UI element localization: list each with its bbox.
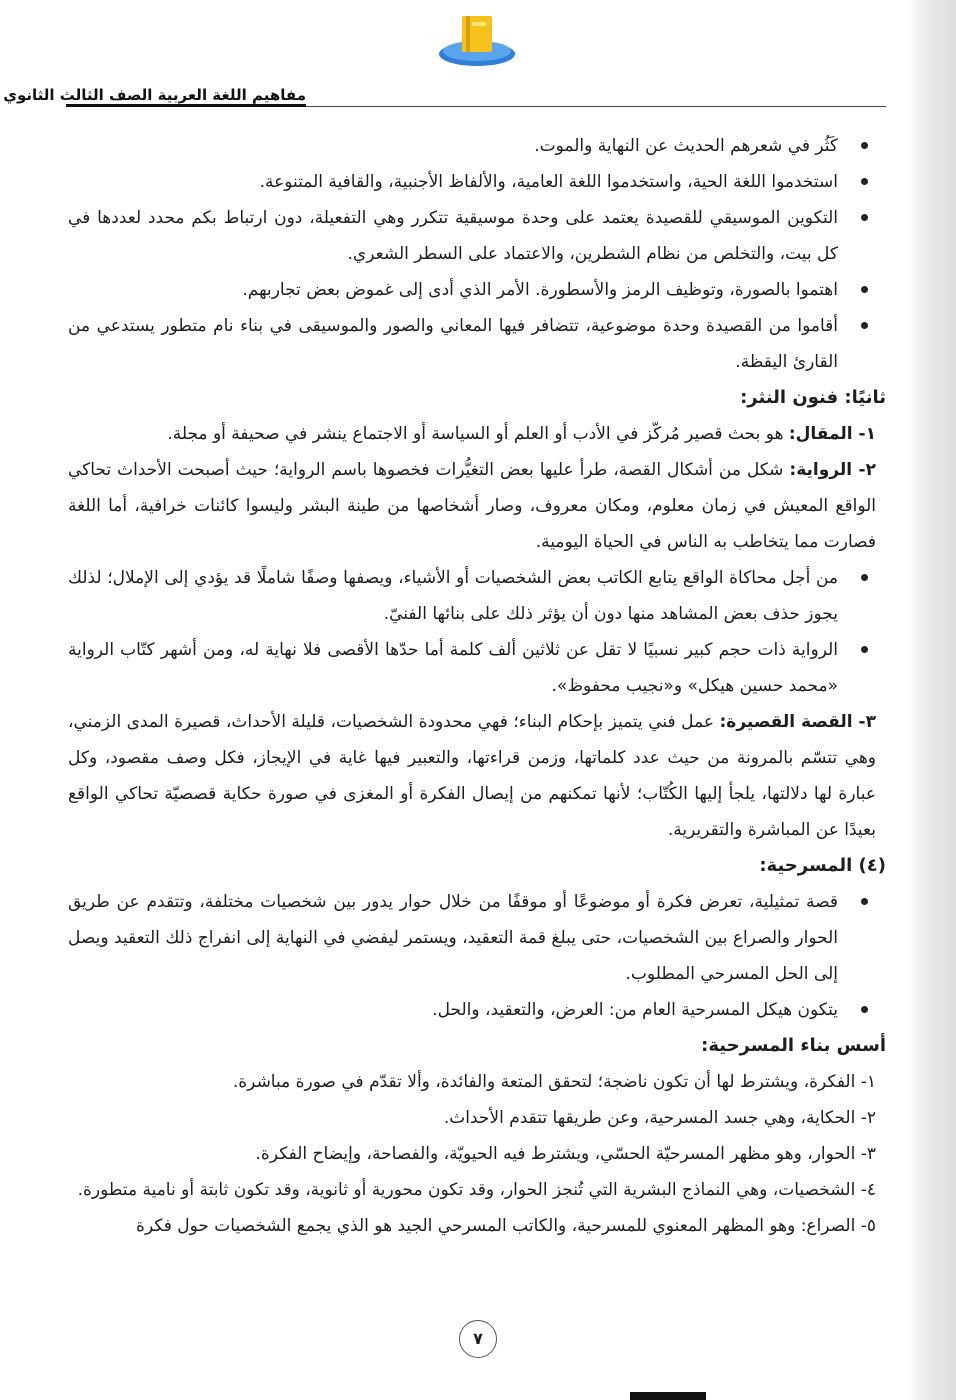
bullet-dot — [861, 646, 868, 653]
list-item — [68, 560, 886, 632]
bullet-dot — [861, 574, 868, 581]
header-rule — [66, 106, 886, 107]
list-item: ١- الفكرة، ويشترط لها أن تكون ناضجة؛ لتحقق المتعة والفائدة، وألا تقدّم في صورة مباشرة. — [232, 1072, 876, 1092]
subheading-foundations: أسس بناء المسرحية: — [701, 1035, 886, 1056]
bullet-text: يتكون هيكل المسرحية العام من: العرض، والتعقيد، والحل. — [432, 1000, 838, 1020]
list-item — [68, 200, 886, 272]
bullet-text: من أجل محاكاة الواقع يتابع الكاتب بعض الشخصيات أو الأشياء، ويصفها وصفًا شاملًا قد يؤدي إلى الإملال؛ لذلك يجوز حذف بعض المشاهد منها دون أن يؤثر ذلك على بنائها الفنيّ. — [68, 568, 838, 624]
bottom-bar — [630, 1392, 706, 1400]
list-item — [68, 884, 886, 992]
bullet-text: استخدموا اللغة الحية، واستخدموا اللغة العامية، والألفاظ الأجنبية، والقافية المتنوعة. — [259, 172, 838, 192]
bullet-dot — [861, 142, 868, 149]
list-item: ٣- الحوار، وهو مظهر المسرحيّة الحسّي، ويشترط فيه الحيويّة، والفصاحة، وإيضاح الفكرة. — [255, 1144, 876, 1164]
list-item: ٥- الصراع: وهو المظهر المعنوي للمسرحية، والكاتب المسرحي الجيد هو الذي يجمع الشخصيات حول فكرة — [136, 1216, 876, 1236]
header-title: مفاهيم اللغة العربية الصف الثالث الثانوي — [3, 86, 306, 104]
bullet-text: أقاموا من القصيدة وحدة موضوعية، تتضافر فيها المعاني والصور والموسيقى في بناء نام متطور يستدعي من القارئ اليقظة. — [68, 316, 838, 372]
item-label: ١- المقال: — [788, 424, 876, 444]
bullet-text: قصة تمثيلية، تعرض فكرة أو موضوعًا أو موقفًا من خلال حوار يدور بين شخصيات مختلفة، وتتقدم عن طريق الحوار والصراع بين الشخصيات، حتى يبلغ قمة التعقيد، ويستمر ليفضي في النهاية إلى انفراج ذلك التعقيد ويصل إلى الحل المسرحي المطلوب. — [68, 892, 838, 984]
item-label: ٢- الرواية: — [789, 460, 876, 480]
item-text: عمل فني يتميز بإحكام البناء؛ فهي محدودة الشخصيات، قليلة الأحداث، قصيرة المدى الزمني، وهي تتسّم بالمرونة من حيث عدد كلماتها، وزمن قراءتها، والتعبير فيها غاية في الإيجاز، فكل وصف مقصود، وكل عبارة لها دلالتها، يلجأ إليها الكُتّاب؛ لأنها تمكنهم من إيصال الفكرة أو المغزى في صورة حكاية قصصيّة تحاكي الواقع بعيدًا عن المباشرة والتقريرية. — [68, 712, 876, 840]
item-text: هو بحث قصير مُركّز في الأدب أو العلم أو السياسة أو الاجتماع ينشر في صحيفة أو مجلة. — [167, 424, 789, 444]
bullet-dot — [861, 178, 868, 185]
list-item: ٢- الحكاية، وهي جسد المسرحية، وعن طريقها تتقدم الأحداث. — [443, 1108, 876, 1128]
item-text: شكل من أشكال القصة، طرأ عليها بعض التغيُّرات فخصوها باسم الرواية؛ حيث أصبحت الأحداث تحاكي الواقع المعيش في زمان معلوم، ومكان معروف، وصار أشخاصها من طينة البشر وليسوا كائنات خرافية، أما اللغة فصارت مما يتخاطب به الناس في الحياة اليومية. — [68, 460, 876, 552]
bullet-text: كَثُر في شعرهم الحديث عن النهاية والموت. — [534, 136, 838, 156]
list-item — [68, 632, 886, 704]
bullet-text: اهتموا بالصورة، وتوظيف الرمز والأسطورة. الأمر الذي أدى إلى غموض بعض تجاربهم. — [242, 280, 838, 300]
bullet-dot — [861, 214, 868, 221]
page-header — [3, 80, 886, 110]
bullet-dot — [861, 286, 868, 293]
list-item — [68, 992, 886, 1028]
item-label: ٣- القصة القصيرة: — [719, 712, 876, 732]
list-item — [68, 308, 886, 380]
list-item — [68, 128, 886, 164]
page-number: ٧ — [459, 1320, 497, 1358]
list-item: ٤- الشخصيات، وهي النماذج البشرية التي تُنجز الحوار، وقد تكون محورية أو ثانوية، وقد تكون ثابتة أو نامية متطورة. — [77, 1180, 876, 1200]
bullet-dot — [861, 322, 868, 329]
list-item — [68, 164, 886, 200]
list-item-novel — [68, 452, 886, 560]
section-heading-prose: ثانيًا: فنون النثر: — [740, 387, 886, 408]
list-item — [68, 272, 886, 308]
bullet-text: التكوين الموسيقي للقصيدة يعتمد على وحدة موسيقية تتكرر وهي التفعيلة، دون ارتباط بكم محدد لعددها في كل بيت، والتخلص من نظام الشطرين، والاعتماد على السطر الشعري. — [68, 208, 838, 264]
page-content — [68, 128, 886, 1244]
page-edge-shadow — [906, 0, 956, 1400]
list-item-short-story — [68, 704, 886, 848]
section-heading-play: (٤) المسرحية: — [759, 855, 886, 876]
bullet-dot — [861, 1006, 868, 1013]
list-item-article — [68, 416, 886, 452]
bullet-text: الرواية ذات حجم كبير نسبيًا لا تقل عن ثلاثين ألف كلمة أما حدّها الأقصى فلا نهاية له، ومن أشهر كتّاب الرواية «محمد حسين هيكل» و«نجيب محفوظ». — [68, 640, 838, 696]
book-logo-icon — [432, 8, 522, 70]
bullet-dot — [861, 898, 868, 905]
